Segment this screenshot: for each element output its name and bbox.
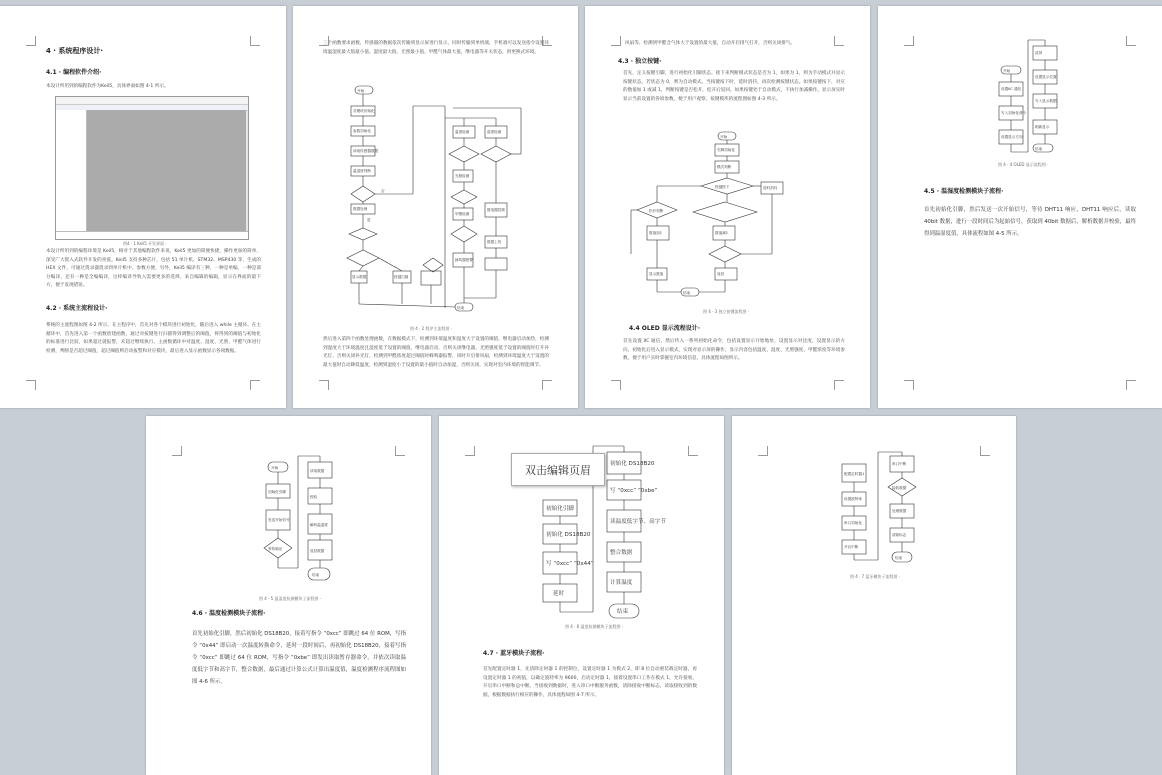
svg-text:串口初始化: 串口初始化 [844,521,862,525]
svg-text:结束: 结束 [457,306,465,310]
svg-text:数据上传: 数据上传 [487,240,502,244]
svg-text:清屏: 清屏 [1035,51,1043,55]
svg-text:处理数据: 处理数据 [892,509,907,513]
svg-text:设置显示方向: 设置显示方向 [1001,135,1023,139]
svg-text:显示数据: 显示数据 [352,275,367,279]
dht-text: 首先初始化引脚，然后发送一次开始信号，等待 DHT11 响应，DHT11 响应后，读取 40bit 数据，进行一段时间后为起始信号，获取到 40bit 数据后，解析数据并校验，最终得到温湿度值，具体流程如图 4-5 所示。 [924,207,1136,237]
section-heading-4-1: 4.1 · 编程软件介绍· [46,69,102,76]
svg-text:读温度低字节、高字节: 读温度低字节、高字节 [610,519,666,525]
section-heading-4-4: 4.4 OLED 显示流程设计· [629,325,701,332]
main-flowchart [293,78,578,328]
figure-caption: 图 4 · 4 OLED 显示流程图 · [998,162,1049,167]
svg-text:是: 是 [367,218,371,222]
flow-start: 开始 [357,89,365,93]
svg-text:清除标志: 清除标志 [892,533,907,537]
document-page-4[interactable] [878,6,1162,408]
svg-text:串口中断: 串口中断 [892,462,907,466]
document-page-1[interactable] [0,6,286,408]
keil-description: 本设计所用到的编程环境是 Keil5，相对于其他编程软件来说，Keil5 更加的简便快捷，操作更加的简单，深受广大嵌入式软件开发的喜爱。Keil5 支持多种芯片，包括 51 单片机、STM32、MSP430 等，生成的 HEX 文件，可通过烧录器烧录到单片机中。参数方便，另外，Keil5 编译有三种，一种是单编，一种是部分编译，还有一种是全编编译，这样编译导致入需要更多的选择，来自编辑的编辑，显示在界面的最下方，便于发现错误。 [46,249,261,288]
section-heading-4: 4 · 系统程序设计· [46,47,104,55]
svg-text:写 “0xcc” “0x44”: 写 “0xcc” “0x44” [546,561,594,567]
intro-text: 本设计所用到的编程软件为Keil5，具体界面如图 4-1 所示。 [46,84,169,89]
svg-text:结束: 结束 [312,573,320,577]
svg-text:延时消抖: 延时消抖 [763,186,778,190]
svg-text:松开判断: 松开判断 [649,209,664,213]
main-flow-text: 系统的主流程图如图 4-2 所示。在主程序中，首先对各个模块进行初始化，随后进入 while 主循环。在主循环中，首先进入第一个函数创建函数，通过对按键进行扫描得到调整后的阈值，将得到的阈值与初始化的标准进行比较，如果超过就报警，未超过继续执行。主函数循环中对温度、湿度、光照、甲醛气体进行检测，判断是否超过阈值，超过阈值则启动报警和对应模块，最后进入显示函数显示各项数据。 [46,323,261,354]
bluetooth-flowchart [732,452,1016,612]
svg-text:解析温湿度: 解析温湿度 [310,523,328,527]
svg-text:数据处理: 数据处理 [353,207,368,211]
section-heading-4-7: 4.7 · 蓝牙模块子流程· [483,650,545,657]
svg-text:各模块初始化: 各模块初始化 [353,109,375,113]
svg-text:按键扫描: 按键扫描 [394,275,409,279]
figure-caption: 图4 · 1 Keil5 开发界面 · [123,241,167,246]
document-page-3[interactable] [585,6,870,408]
figure-caption: 图 4 · 2 程序主流程图 · [410,326,452,331]
svg-text:参数初始化: 参数初始化 [353,129,371,133]
svg-text:蜂鸣器报警: 蜂鸣器报警 [455,258,473,262]
oled-flowchart [878,36,1162,166]
page3-top-text: 风扇等。检测到甲醛含气体大于设置的最大值，自动开启排气打开，否则关闭排气。 [625,41,795,46]
svg-text:引脚初始化: 引脚初始化 [717,148,735,152]
section-heading-4-3: 4.3 · 独立按键· [618,58,662,65]
svg-text:刷新显示: 刷新显示 [1035,125,1050,129]
svg-text:初始化引脚: 初始化引脚 [268,490,286,494]
svg-text:显示数值: 显示数值 [649,272,664,276]
svg-text:发送开始信号: 发送开始信号 [268,518,290,522]
svg-text:结束: 结束 [895,556,903,560]
edit-header-tooltip[interactable]: 双击编辑页眉 [511,453,605,486]
svg-text:写入显示数据: 写入显示数据 [1035,99,1057,103]
svg-text:校验: 校验 [310,495,318,499]
page2-bottom-text: 然后进入第四个函数处理函数，在数据模式下，检测到环境温度和湿度大于设置的阈值，继电器启动加热，检测到湿度大于环境温度且湿度低于设置的阈值，继电器启动，否则关闭继电器，光照强度低于设置的阈值时打开补光灯，否则关闭补光灯，检测到甲醛浓度超过阈值时蜂鸣器报警，同时开启排风扇，检测到环境温度大于设置的最大值时自动降低温度，检测到湿度小于设置的最小值时自动加湿，否则关闭，实现对室内环境的智能调节。 [323,337,549,368]
svg-text:结束: 结束 [617,609,629,615]
section-heading-4-2: 4.2 · 系统主流程设计· [46,305,108,312]
svg-text:开始: 开始 [720,135,728,139]
svg-text:接收数据: 接收数据 [892,486,907,490]
svg-text:数值减1: 数值减1 [715,231,729,235]
svg-text:结束: 结束 [683,291,691,295]
svg-text:温湿度判断: 温湿度判断 [353,169,371,173]
svg-text:读取数据: 读取数据 [310,469,325,473]
document-page-5[interactable] [146,416,431,775]
svg-text:配置定时器1: 配置定时器1 [844,472,865,476]
oled-text: 首先设置 IIC 通信，然后传入一系列初始化命令，包括设置显示开始地址，设置显示对比度，设置显示的方向，初始化后进入显示模式，实现对显示屏的操作，显示内容包括温度、湿度、光照强度、甲醛浓度等环境参数，便于用户实时掌握室内环境信息，具体流程如图所示。 [623,339,845,361]
svg-text:湿度检测: 湿度检测 [487,130,502,134]
svg-text:甲醛检测: 甲醛检测 [455,212,470,216]
svg-text:温度检测: 温度检测 [455,130,470,134]
figure-caption: 图 4 · 3 独立按键流程图 · [703,309,749,314]
figure-caption: 图 4 · 5 温湿度检测模块子流程图 · [259,596,321,601]
svg-text:继电器控制: 继电器控制 [487,208,505,212]
svg-text:初始化 DS18B20: 初始化 DS18B20 [546,532,591,538]
key-text: 首先，定义按键引脚，进行初始化引脚状态。接下来判断模式状态是否为 1，如果为 1，则为手动模式并显示按键状态，若状态为 0，则为自动模式。当按键按下时，延时消抖，再次检测按键状态。如果按键按下，对应的数值加 1 或减 1，判断按键是否松开，松开后返回。如果按键处于自动模式，不执行加减操作。显示屏实时显示当前设置的各项参数，便于用户观察。按键模块的流程图如图 4-3 所示。 [623,71,845,102]
svg-text:设置显示位置: 设置显示位置 [1035,75,1057,79]
svg-text:否: 否 [381,189,385,193]
key-flowchart [585,126,870,306]
svg-text:整合数据: 整合数据 [610,550,633,556]
svg-text:设置IIC 通信: 设置IIC 通信 [1001,87,1022,91]
figure-caption: 图 4 · 7 蓝牙模块子流程图 · [850,574,900,579]
page2-top-text: 三个函数要求函数，传感器的数据依次传输到显示屏进行显示，同时传输到单机端，手机端可以发送指令设置环境温湿度最大值最小值、湿度最大值、光照最小值、甲醛气体最大值，继电器等开关状态，供更换式环境。 [323,41,549,55]
keil5-ide-screenshot [55,96,249,240]
svg-text:延时: 延时 [553,591,565,597]
svg-text:计算温度: 计算温度 [610,580,633,586]
svg-text:光照检测: 光照检测 [455,174,470,178]
svg-text:开始: 开始 [1003,69,1011,73]
document-page-7[interactable] [732,416,1016,775]
svg-text:开始: 开始 [271,466,279,470]
svg-text:模式判断: 模式判断 [717,165,732,169]
svg-text:读取传感器数据: 读取传感器数据 [353,149,379,153]
ds18b20-text: 首先初始化引脚，然后初始化 DS18B20，接着写指令 “0xcc” 即跳过 64 位 ROM，写指令 “0x44” 即启动一次温度转换命令，延时一段时间后，再初始化 DS18B20，接着写指令 “0xcc” 即跳过 64 位 ROM，写指令 “0xbe” 即发出读取暂存器命令，并依次读取温度低字节和高字节，整合数据，最后通过计算公式计算出温度值，温度检测程序流程图如图 4-6 所示。 [192,631,406,685]
document-page-2[interactable] [293,6,578,408]
bluetooth-text: 首先配置定时器 1，先清除定时器 1 的控制位，设置定时器 1 为模式 2，即 8 位自动重装载定时器，再设置定时器 1 的初值，以确定波特率为 9600，启动定时器 1，接着设置串口工作在模式 1，允许接收，开启串口中断和总中断。当接收到数据时，进入串口中断服务函数，清除接收中断标志，读取接收到的数据，根据数据执行相应的操作，具体流程如图 4-7 所示。 [483,667,697,698]
svg-text:等待响应: 等待响应 [268,547,283,551]
svg-text:初始化引脚: 初始化引脚 [546,506,574,512]
svg-text:设置波特率: 设置波特率 [844,497,862,501]
svg-text:开启中断: 开启中断 [844,545,859,549]
svg-text:初始化 DS18B20: 初始化 DS18B20 [610,461,655,467]
svg-text:返回数据: 返回数据 [310,549,325,553]
section-heading-4-6: 4.6 · 温度检测模块子流程· [192,610,266,617]
svg-text:写 “0xcc” “0xbe”: 写 “0xcc” “0xbe” [610,488,658,494]
svg-text:按键按下: 按键按下 [715,185,730,189]
svg-text:结束: 结束 [1035,147,1043,151]
svg-text:返回: 返回 [717,272,725,276]
section-heading-4-5: 4.5 · 温湿度检测模块子流程· [924,188,1004,195]
figure-caption: 图 4 · 6 温度检测模块子流程图 · [565,624,623,629]
svg-text:写入初始化命令: 写入初始化命令 [1001,111,1027,115]
svg-text:数值加1: 数值加1 [649,231,663,235]
